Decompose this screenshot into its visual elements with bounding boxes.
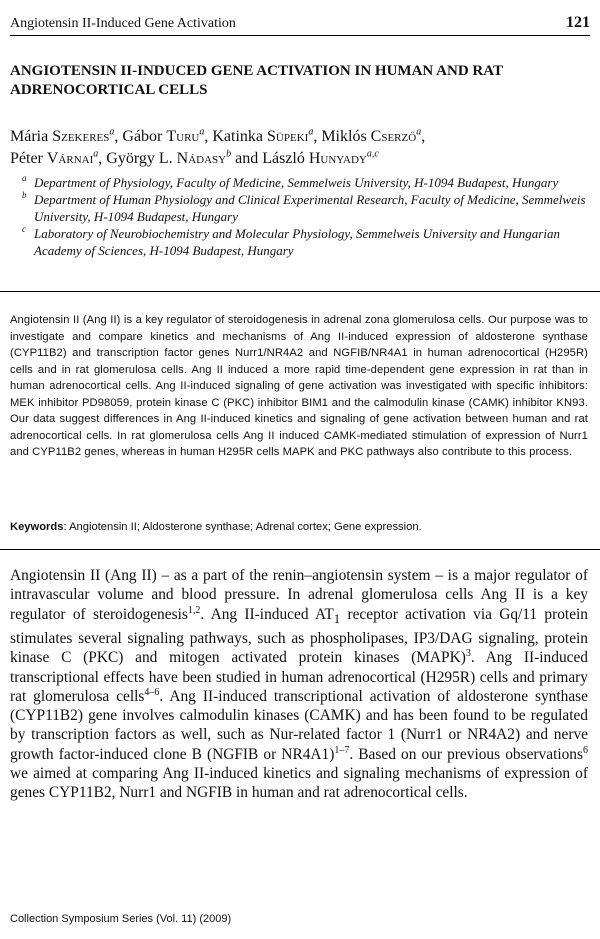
author: Miklós Cserző$^a$ [321,126,422,145]
divider [0,291,600,292]
intro-paragraph: Angiotensin II (Ang II) – as a part of the renin–angiotensin system – is a major regulator of intravascular volume and blood pressure. In adrenal glomerulosa cells Ang II is a key regulator of steroidogenesis$^{1,2}$. Ang II-induced $AT_1$ receptor activation via Gq/11 protein stimulates several signaling pathways, such as phospholipases, IP3/DAG signaling, protein kinase C (PKC) and mitogen activated protein kinases (MAPK)$^3$. Ang II-induced transcriptional effects have been studied in human adrenocortical (H295R) cells and primary rat glomerulosa cells$^{4-6}$. Ang II-induced transcriptional activation of aldosterone synthase (CYP11B2) gene involves calmodulin kinases (CAMK) and has been found to be regulated by transcription factors as well, such as Nur-related factor 1 (Nurr1 or NR4A2) and nerve growth factor-induced clone B (NGFIB or NR4A1)$^{1-7}$. Based on our previous observations$^6$ we aimed at comparing Ang II-induced kinetics and signaling mechanisms of expression of genes CYP11B2, Nurr1 and NGFIB in human and rat adrenocortical cells. [10,567,589,802]
affiliation: b Department of Human Physiology and Clinical Experimental Research, Faculty of Medicine, Semmelweis University, H-1094 Budapest, Hungary [22,190,586,224]
author: György L. Nádasy$^b$ [106,148,232,167]
page-number: 121 [566,14,590,31]
article-title: ANGIOTENSIN II-INDUCED GENE ACTIVATION IN HUMAN AND RAT ADRENOCORTICAL CELLS [10,63,503,98]
keywords-label: Keywords [10,521,64,533]
affiliation-list [22,174,590,259]
author-list: Mária Szekeres$^a$, Gábor Turu$^a$, Katinka Süpeki$^a$, Miklós Cserző$^a$, Péter Várnai$^a$, György L. Nádasy$^b$ and László Hunyady$^{a,c}$ [10,126,426,167]
affiliation: c Laboratory of Neurobiochemistry and Molecular Physiology, Semmelweis University and Hungarian Academy of Sciences, H-1094 Budapest, Hungary [22,224,560,258]
author: Péter Várnai$^a$ [10,148,99,167]
running-head: Angiotensin II-Induced Gene Activation [10,16,236,31]
keywords [10,519,588,535]
author-and: and [235,150,259,167]
divider [0,549,600,550]
author: Katinka Süpeki$^a$ [212,126,314,145]
author: Mária Szekeres$^a$ [10,126,115,145]
author: Gábor Turu$^a$ [122,126,205,145]
abstract: Angiotensin II (Ang II) is a key regulator of steroidogenesis in adrenal zona glomerulosa cells. Our purpose was to investigate and compare kinetics and mechanisms of Ang II-induced expression of aldosterone synthase (CYP11B2) and transcription factor genes Nurr1/NR4A2 and NGFIB/NR4A1 in human adrenocortical (H295R) cells and in rat glomerulosa cells. Ang II induced a more rapid time-dependent gene expression in rat than in human adrenocortical cells. Ang II-induced signaling of gene activation was investigated with specific inhibitors: MEK inhibitor PD98059, protein kinase C (PKC) inhibitor BIM1 and the calmodulin kinase (CAMK) inhibitor KN93. Our data suggest differences in Ang II-induced kinetics and signaling of gene activation between human and rat adrenocortical cells. In rat glomerulosa cells Ang II induced CAMK-mediated stimulation of expression of Nurr1 and CYP11B2 genes, whereas in human H295R cells MAPK and PKC pathways also contribute to this process. [10,314,588,458]
author: László Hunyady$^{a,c}$ [262,148,379,167]
page-footer: Collection Symposium Series (Vol. 11) (2009) [10,913,232,925]
keywords-text: : Angiotensin II; Aldosterone synthase; Adrenal cortex; Gene expression. [63,521,422,533]
affiliation: a Department of Physiology, Faculty of Medicine, Semmelweis University, H-1094 Budapest, Hungary [22,173,559,190]
page-header [10,10,590,36]
